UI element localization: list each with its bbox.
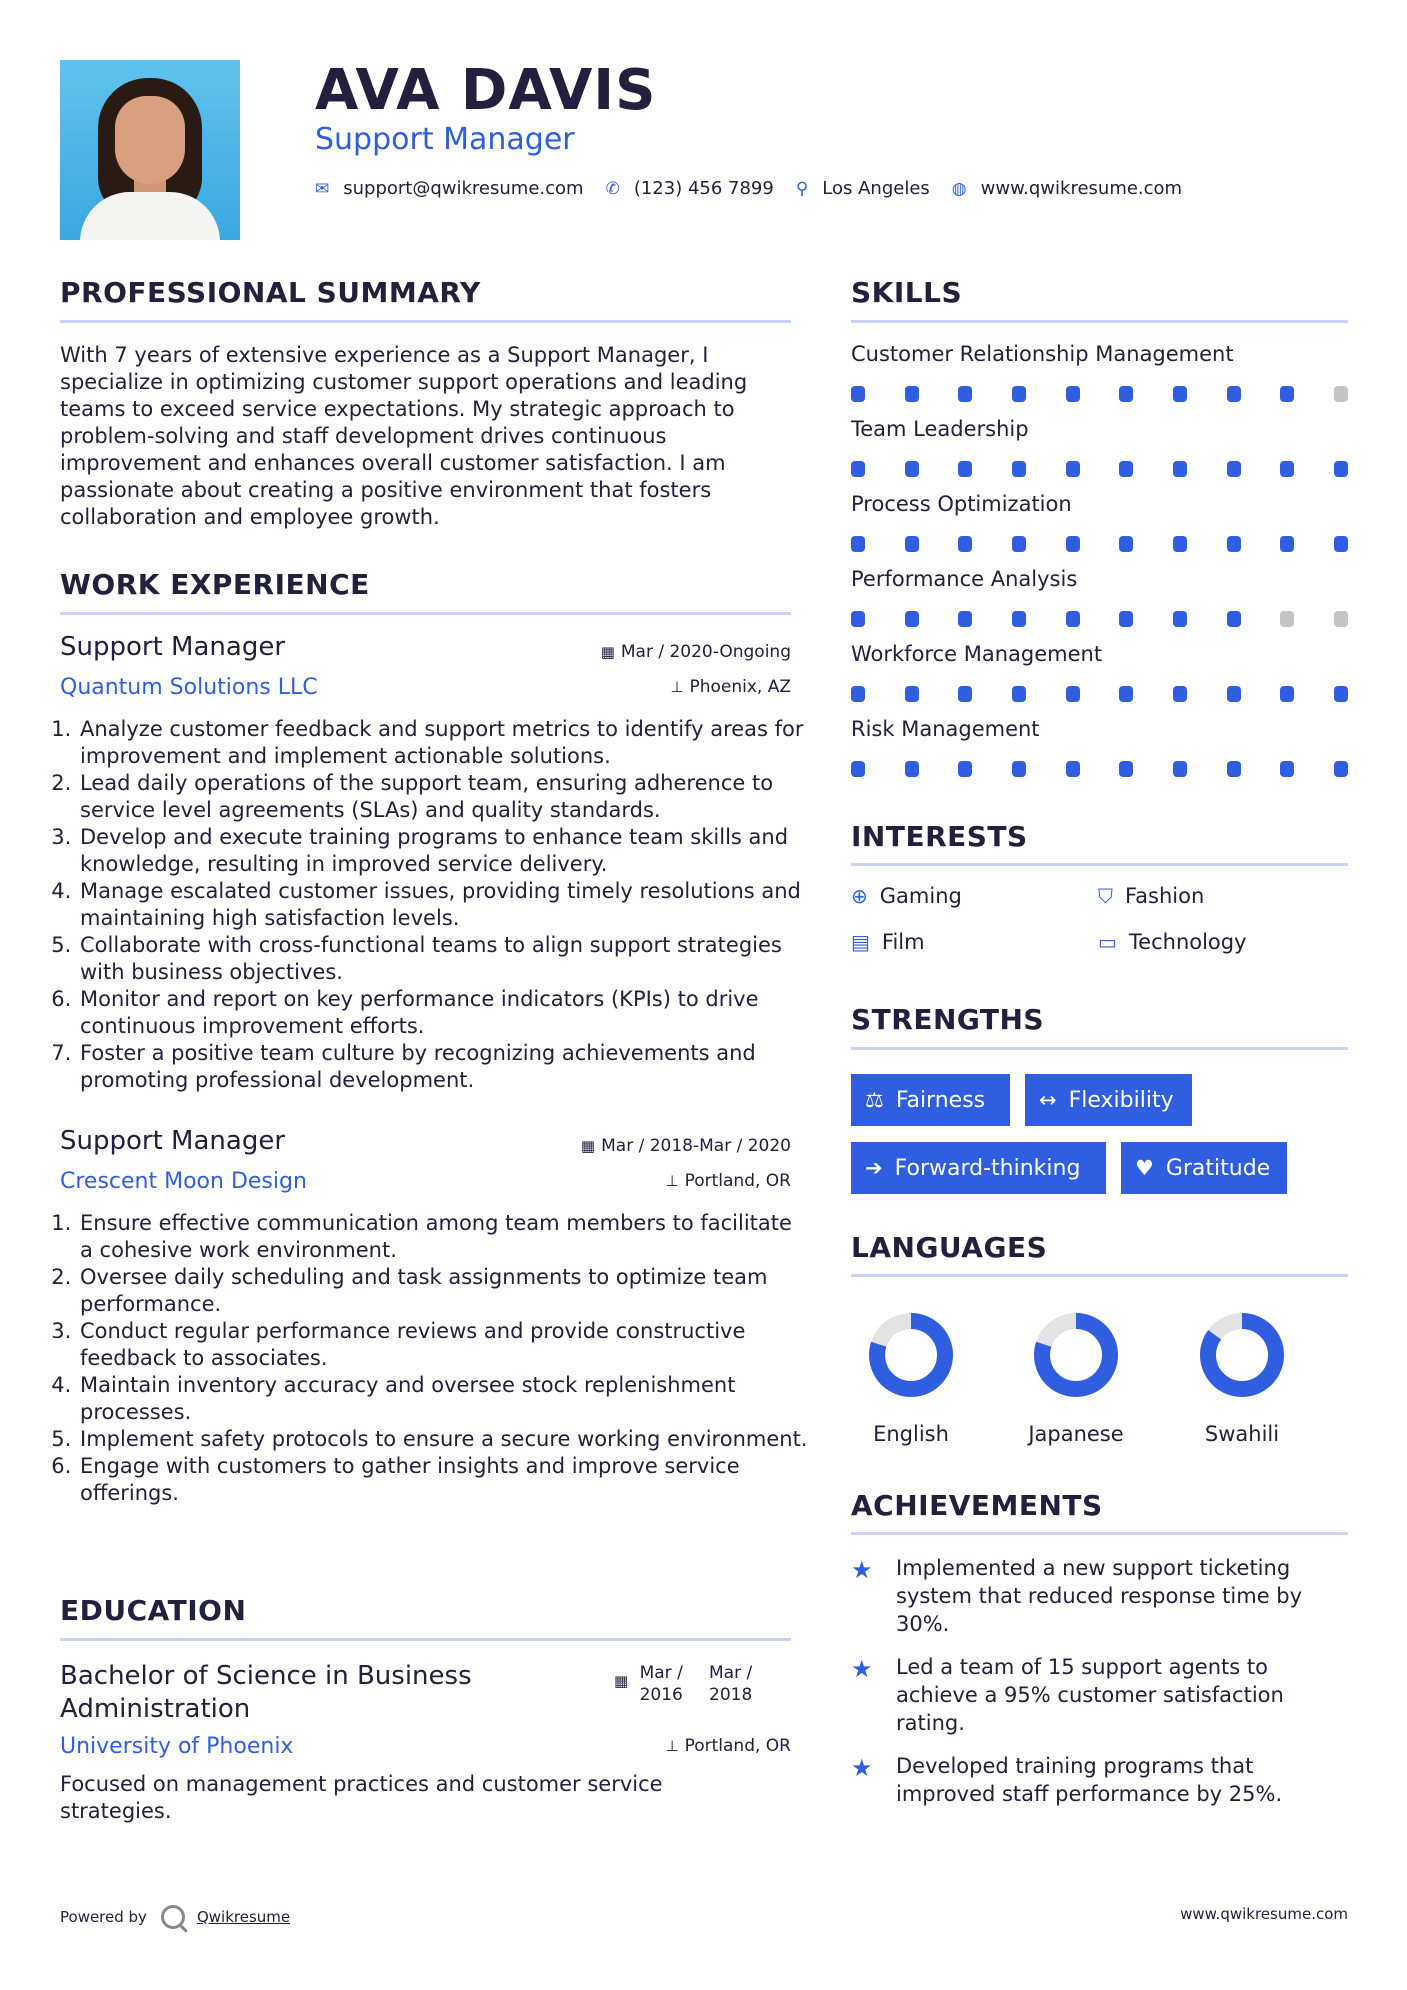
arrow-right-icon: ➔	[865, 1156, 883, 1180]
achievement-text: Implemented a new support ticketing system that reduced response time by 30%.	[896, 1556, 1303, 1636]
rating-dot-empty	[1334, 386, 1348, 402]
strength-tag	[851, 1074, 1010, 1126]
list-item: 4. Maintain inventory accuracy and oversee stock replenishment processes.	[78, 1372, 811, 1426]
arrows-horizontal-icon: ↔	[1039, 1088, 1057, 1112]
job-dates-text: Mar / 2018-Mar / 2020	[601, 1136, 791, 1156]
education-start: Mar / 2016	[639, 1663, 683, 1705]
rating-dot-empty	[1334, 611, 1348, 627]
job-location	[666, 1171, 792, 1191]
powered-by-label: Powered by	[60, 1908, 147, 1926]
list-item: 6. Monitor and report on key performance indicators (KPIs) to drive continuous improvement efforts.	[78, 986, 811, 1040]
skill-name: Workforce Management	[851, 642, 1103, 666]
phone-icon: ✆	[605, 178, 620, 199]
language-donut	[1197, 1310, 1287, 1400]
profile-photo	[60, 60, 240, 240]
degree-title: Bachelor of Science in Business Administration	[60, 1661, 472, 1724]
experience-divider	[60, 612, 791, 615]
education-heading: EDUCATION	[60, 1594, 247, 1627]
rating-dot-filled	[1280, 386, 1294, 402]
list-item: 6. Engage with customers to gather insights and improve service offerings.	[78, 1453, 811, 1507]
job-location-text: Phoenix, AZ	[689, 677, 791, 697]
rating-dot-filled	[851, 611, 865, 627]
skill-item	[851, 642, 1348, 702]
education-location	[666, 1736, 792, 1756]
qwikresume-logo-icon	[161, 1905, 185, 1929]
language-item	[1006, 1310, 1146, 1446]
achievement-item	[851, 1653, 1348, 1737]
skill-item	[851, 567, 1348, 627]
star-icon: ★	[851, 1655, 873, 1683]
rating-dot-filled	[1012, 686, 1026, 702]
job-dates-text: Mar / 2020-Ongoing	[620, 642, 791, 662]
footer-powered-by	[60, 1905, 290, 1929]
summary-text: With 7 years of extensive experience as a Support Manager, I specialize in optimizing customer support operations and leading teams to exceed service expectations. My strategic approach to problem-solving and staff development drives continuous improvement and enhances overall customer satisfaction. I am passionate about creating a positive environment that fosters collaboration and employee growth.	[60, 343, 748, 529]
education-description: Focused on management practices and customer service strategies.	[60, 1772, 663, 1823]
skills-heading: SKILLS	[851, 276, 963, 309]
list-item: 1. Ensure effective communication among team members to facilitate a cohesive work environment.	[78, 1210, 811, 1264]
language-name: English	[873, 1422, 949, 1446]
skill-rating	[851, 686, 1348, 702]
skill-rating	[851, 386, 1348, 402]
job-dates	[601, 642, 791, 662]
rating-dot-filled	[905, 536, 919, 552]
school-name: University of Phoenix	[60, 1734, 294, 1759]
rating-dot-filled	[1119, 386, 1133, 402]
rating-dot-filled	[905, 461, 919, 477]
job-company: Crescent Moon Design	[60, 1169, 307, 1194]
strength-tag	[1025, 1074, 1192, 1126]
achievements-divider	[851, 1532, 1348, 1535]
strength-tag	[851, 1142, 1106, 1194]
rating-dot-filled	[1066, 686, 1080, 702]
interest-item	[1098, 884, 1204, 908]
rating-dot-filled	[1227, 461, 1241, 477]
rating-dot-filled	[1227, 686, 1241, 702]
list-item: 1. Analyze customer feedback and support metrics to identify areas for improvement and implement actionable solutions.	[78, 716, 811, 770]
skill-rating	[851, 761, 1348, 777]
language-item	[841, 1310, 981, 1446]
rating-dot-filled	[1066, 461, 1080, 477]
interests-divider	[851, 863, 1348, 866]
achievement-text: Led a team of 15 support agents to achieve a 95% customer satisfaction rating.	[896, 1655, 1284, 1735]
interests-heading: INTERESTS	[851, 820, 1028, 853]
languages-divider	[851, 1274, 1348, 1277]
contact-phone[interactable]: (123) 456 7899	[633, 178, 774, 199]
rating-dot-filled	[905, 611, 919, 627]
rating-dot-filled	[1280, 536, 1294, 552]
rating-dot-filled	[958, 536, 972, 552]
rating-dot-filled	[1173, 611, 1187, 627]
education-dates	[614, 1662, 769, 1706]
globe-icon: ◍	[951, 178, 967, 199]
footer-url[interactable]: www.qwikresume.com	[1180, 1905, 1348, 1923]
language-name: Japanese	[1028, 1422, 1124, 1446]
rating-dot-filled	[1066, 611, 1080, 627]
rating-dot-filled	[1066, 536, 1080, 552]
experience-heading: WORK EXPERIENCE	[60, 568, 370, 601]
education-location-text: Portland, OR	[684, 1736, 791, 1756]
skill-rating	[851, 461, 1348, 477]
thumbtack-icon: ⊥	[665, 1737, 679, 1755]
rating-dot-filled	[851, 386, 865, 402]
gamepad-icon: ⊕	[851, 884, 868, 908]
skill-name: Risk Management	[851, 717, 1040, 741]
rating-dot-filled	[851, 761, 865, 777]
rating-dot-empty	[1280, 611, 1294, 627]
star-icon: ★	[851, 1556, 873, 1584]
rating-dot-filled	[1227, 611, 1241, 627]
skill-rating	[851, 536, 1348, 552]
rating-dot-filled	[1173, 761, 1187, 777]
rating-dot-filled	[1173, 386, 1187, 402]
list-item: 4. Manage escalated customer issues, providing timely resolutions and maintaining high satisfaction levels.	[78, 878, 811, 932]
rating-dot-filled	[1119, 461, 1133, 477]
list-item: 2. Lead daily operations of the support team, ensuring adherence to service level agreements (SLAs) and quality standards.	[78, 770, 811, 824]
skill-name: Process Optimization	[851, 492, 1072, 516]
job-duties-list	[60, 1210, 811, 1507]
skills-divider	[851, 320, 1348, 323]
rating-dot-filled	[958, 611, 972, 627]
skill-item	[851, 492, 1348, 552]
strength-tag	[1121, 1142, 1287, 1194]
rating-dot-filled	[1066, 386, 1080, 402]
job-location	[670, 677, 791, 697]
strength-label: Gratitude	[1165, 1155, 1271, 1181]
skill-item	[851, 417, 1348, 477]
rating-dot-filled	[1280, 461, 1294, 477]
thumbtack-icon: ⊥	[665, 1172, 679, 1190]
skill-rating	[851, 611, 1348, 627]
job-title: Support Manager	[60, 632, 286, 662]
strength-label: Fairness	[895, 1087, 986, 1113]
interest-label: Film	[881, 930, 925, 954]
strengths-heading: STRENGTHS	[851, 1003, 1045, 1036]
rating-dot-filled	[1173, 686, 1187, 702]
calendar-icon: ▦	[600, 643, 615, 661]
job-location-text: Portland, OR	[684, 1171, 791, 1191]
interest-label: Gaming	[879, 884, 962, 908]
rating-dot-filled	[1334, 761, 1348, 777]
languages-heading: LANGUAGES	[851, 1231, 1048, 1264]
rating-dot-filled	[1334, 536, 1348, 552]
rating-dot-filled	[1173, 461, 1187, 477]
achievement-item	[851, 1554, 1348, 1638]
job-title: Support Manager	[60, 1126, 286, 1156]
contact-website[interactable]: www.qwikresume.com	[980, 178, 1183, 199]
list-item: 7. Foster a positive team culture by recognizing achievements and promoting professional development.	[78, 1040, 811, 1094]
rating-dot-filled	[1012, 461, 1026, 477]
rating-dot-filled	[905, 761, 919, 777]
contact-location: Los Angeles	[822, 178, 930, 199]
rating-dot-filled	[1012, 761, 1026, 777]
rating-dot-filled	[851, 461, 865, 477]
rating-dot-filled	[1119, 611, 1133, 627]
balance-scale-icon: ⚖	[865, 1088, 884, 1112]
interest-label: Fashion	[1125, 884, 1205, 908]
shopping-bag-icon: ⛉	[1098, 884, 1113, 908]
contact-bar	[315, 178, 1204, 199]
strength-label: Flexibility	[1068, 1087, 1174, 1113]
rating-dot-filled	[1334, 461, 1348, 477]
rating-dot-filled	[1119, 536, 1133, 552]
skill-name: Customer Relationship Management	[851, 342, 1234, 366]
rating-dot-filled	[1012, 386, 1026, 402]
achievement-item	[851, 1752, 1348, 1808]
interest-item	[851, 884, 962, 908]
education-end: Mar / 2018	[709, 1663, 753, 1705]
job-company: Quantum Solutions LLC	[60, 675, 318, 700]
list-item: 2. Oversee daily scheduling and task assignments to optimize team performance.	[78, 1264, 811, 1318]
rating-dot-filled	[958, 761, 972, 777]
rating-dot-filled	[1012, 611, 1026, 627]
calendar-icon: ▦	[580, 1137, 596, 1155]
language-name: Swahili	[1204, 1422, 1280, 1446]
rating-dot-filled	[958, 461, 972, 477]
star-icon: ★	[851, 1754, 873, 1782]
rating-dot-filled	[1066, 761, 1080, 777]
rating-dot-filled	[958, 386, 972, 402]
skill-name: Team Leadership	[851, 417, 1029, 441]
rating-dot-filled	[851, 536, 865, 552]
rating-dot-filled	[958, 686, 972, 702]
calendar-icon: ▦	[614, 1672, 629, 1690]
list-item: 3. Conduct regular performance reviews and provide constructive feedback to associates.	[78, 1318, 811, 1372]
rating-dot-filled	[1119, 686, 1133, 702]
job-duties-list	[60, 716, 811, 1094]
language-item	[1172, 1310, 1312, 1446]
candidate-role: Support Manager	[315, 122, 575, 157]
candidate-name: AVA DAVIS	[315, 58, 657, 123]
thumbtack-icon: ⊥	[670, 678, 684, 696]
rating-dot-filled	[1227, 386, 1241, 402]
achievements-heading: ACHIEVEMENTS	[851, 1489, 1103, 1522]
language-donut	[1031, 1310, 1121, 1400]
list-item: 3. Develop and execute training programs to enhance team skills and knowledge, resulting in improved service delivery.	[78, 824, 811, 878]
envelope-icon: ✉	[315, 178, 330, 199]
rating-dot-filled	[1280, 761, 1294, 777]
list-item: 5. Collaborate with cross-functional teams to align support strategies with business objectives.	[78, 932, 811, 986]
rating-dot-filled	[1227, 761, 1241, 777]
list-item: 5. Implement safety protocols to ensure a secure working environment.	[78, 1426, 811, 1453]
film-icon: ▤	[851, 930, 870, 954]
rating-dot-filled	[905, 386, 919, 402]
skill-item	[851, 342, 1348, 402]
interest-item	[851, 930, 925, 954]
map-pin-icon: ⚲	[795, 178, 809, 199]
job-dates	[581, 1136, 791, 1156]
rating-dot-filled	[851, 686, 865, 702]
strengths-divider	[851, 1047, 1348, 1050]
rating-dot-filled	[1119, 761, 1133, 777]
rating-dot-filled	[1012, 536, 1026, 552]
heart-icon: ♥	[1135, 1156, 1154, 1180]
language-donut	[866, 1310, 956, 1400]
contact-email[interactable]: support@qwikresume.com	[343, 178, 584, 199]
strength-label: Forward-thinking	[894, 1155, 1081, 1181]
laptop-icon: ▭	[1098, 930, 1117, 954]
skill-item	[851, 717, 1348, 777]
rating-dot-filled	[1227, 536, 1241, 552]
achievement-text: Developed training programs that improved staff performance by 25%.	[896, 1754, 1283, 1806]
rating-dot-filled	[905, 686, 919, 702]
interest-item	[1098, 930, 1247, 954]
education-divider	[60, 1638, 791, 1641]
rating-dot-filled	[1280, 686, 1294, 702]
summary-heading: PROFESSIONAL SUMMARY	[60, 276, 481, 309]
rating-dot-filled	[1334, 686, 1348, 702]
summary-divider	[60, 320, 791, 323]
rating-dot-filled	[1173, 536, 1187, 552]
skill-name: Performance Analysis	[851, 567, 1078, 591]
interest-label: Technology	[1128, 930, 1247, 954]
qwikresume-link[interactable]: Qwikresume	[196, 1908, 291, 1926]
